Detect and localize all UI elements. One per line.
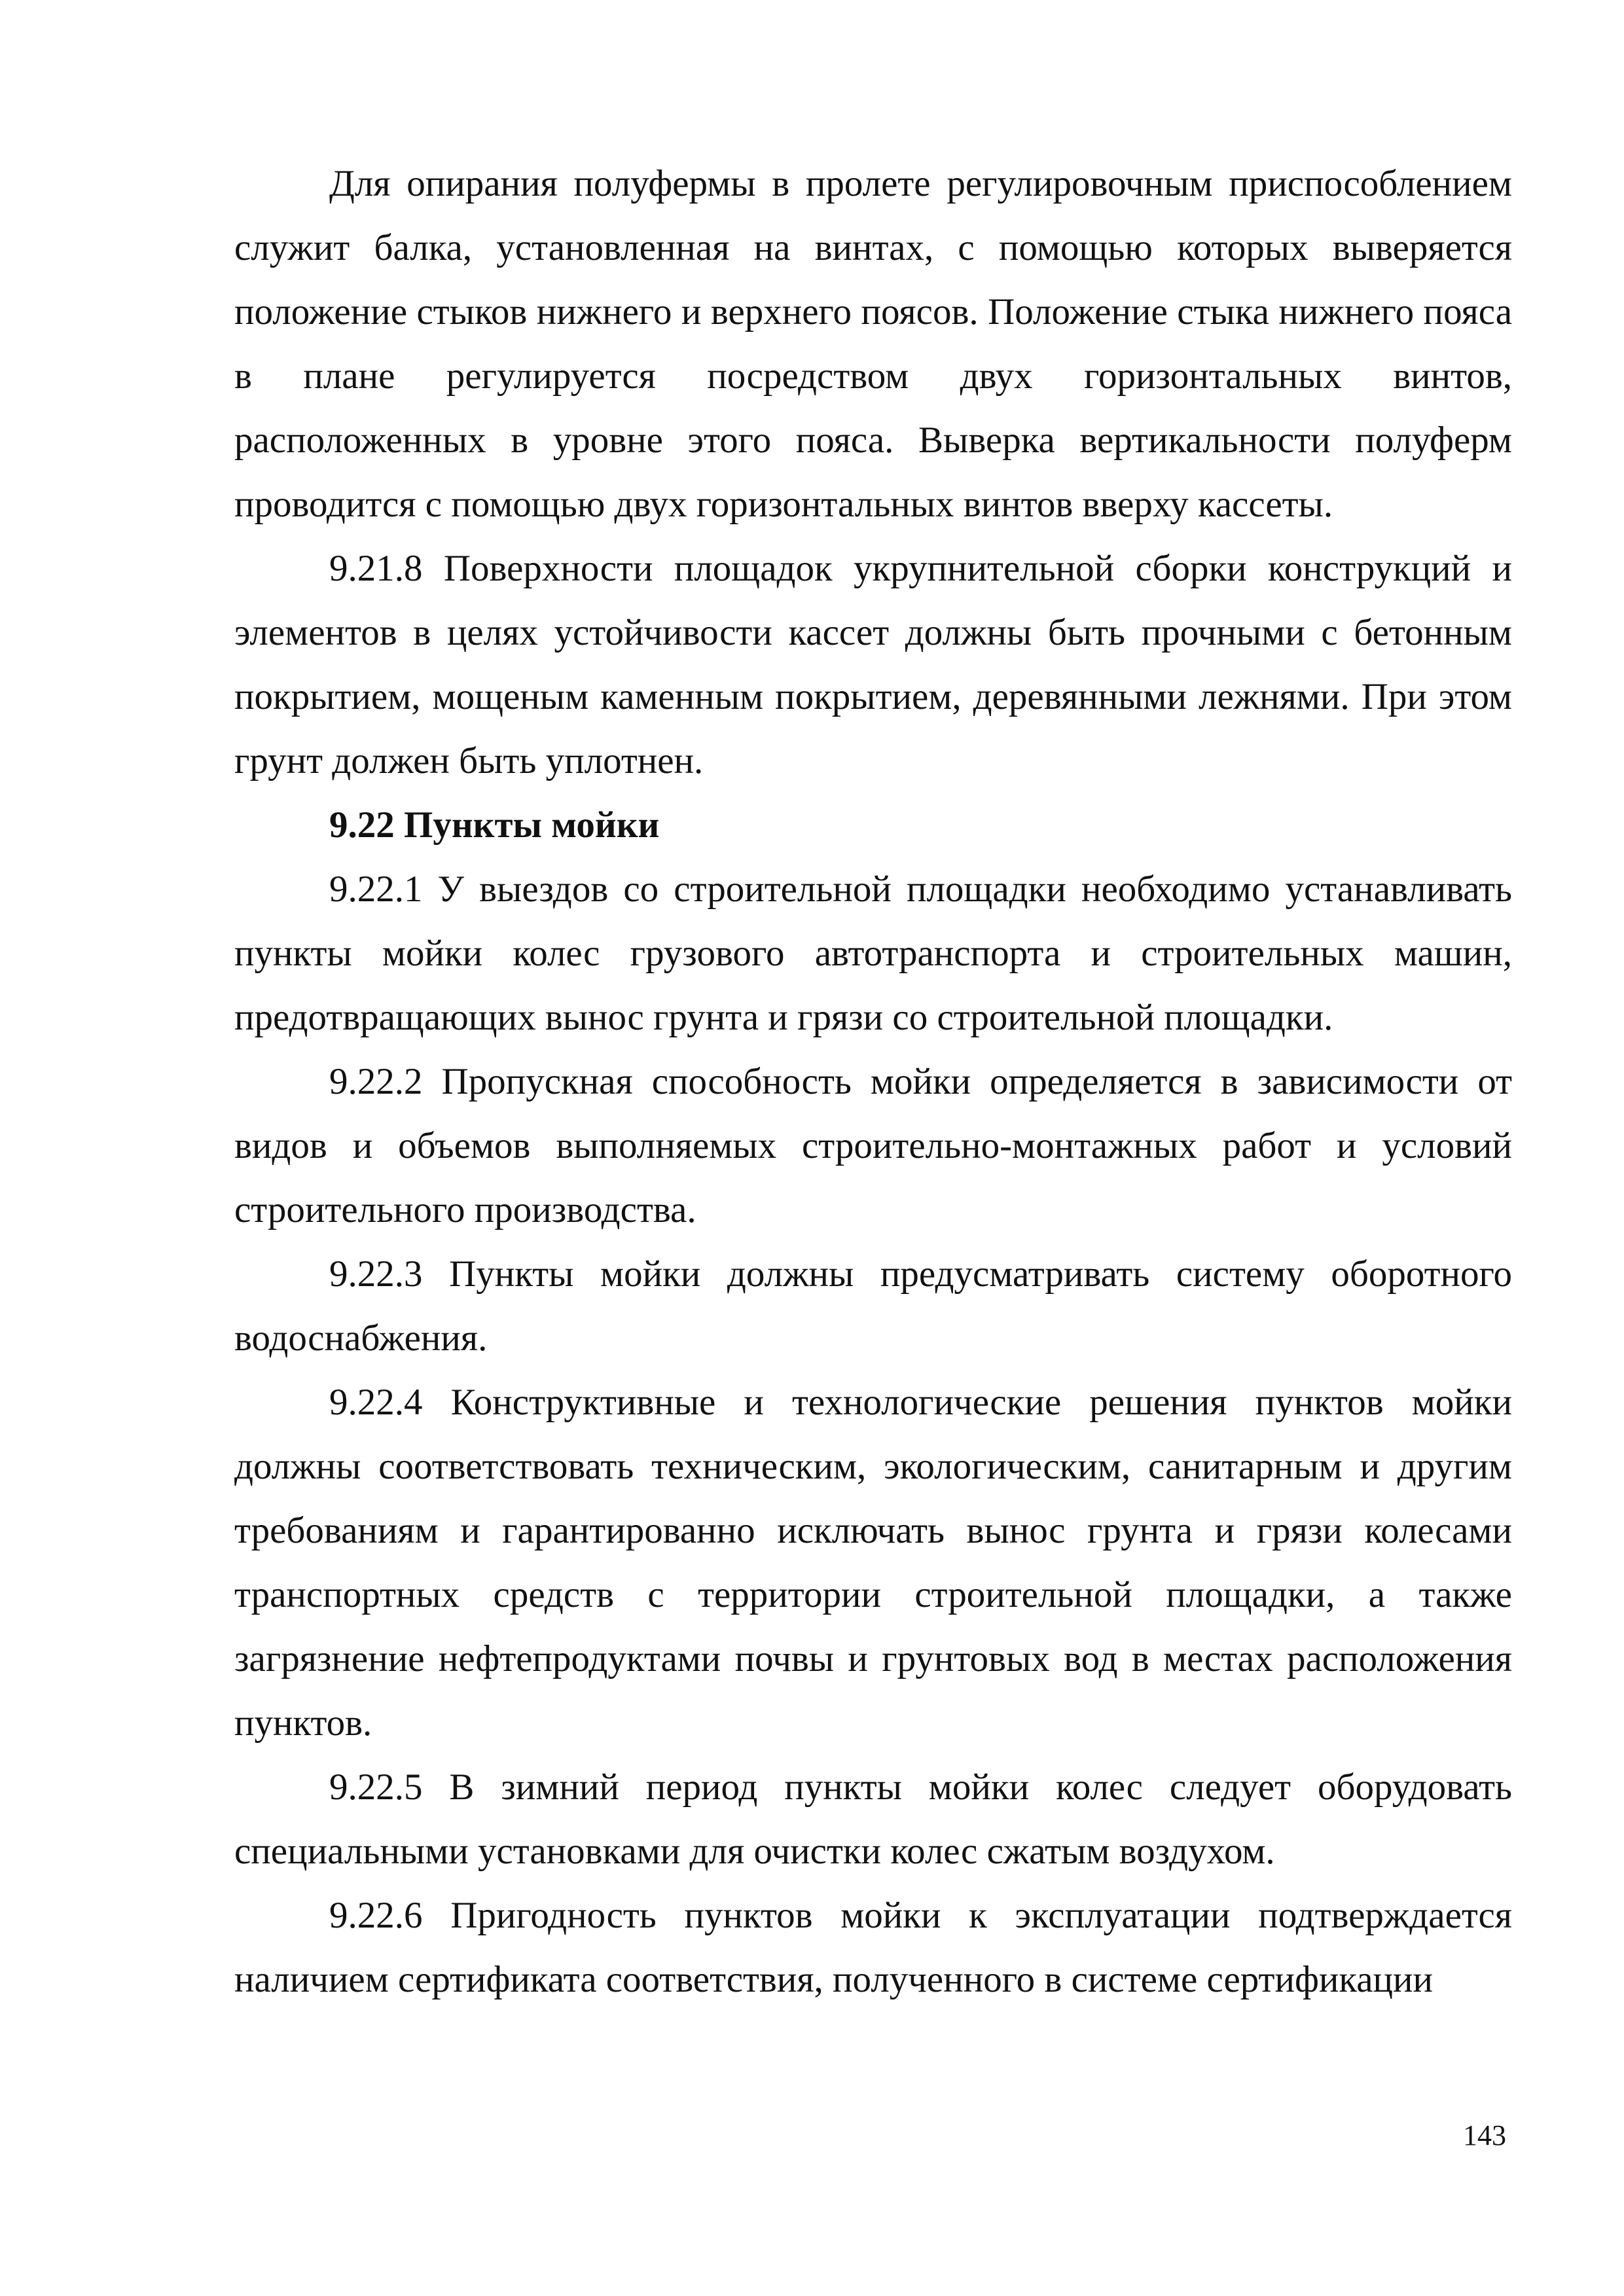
paragraph-9-22-5: 9.22.5 В зимний период пункты мойки колес следует оборудовать специальными установками для очистки колес сжатым воздухом. bbox=[234, 1767, 1512, 1872]
page-body bbox=[234, 152, 1512, 2012]
paragraph-9-21-8: 9.21.8 Поверхности площадок укрупнительной сборки конструкций и элементов в целях устойчивости кассет должны быть прочными с бетонным покрытием, мощеным каменным покрытием, деревянными лежнями. При этом грунт должен быть уплотнен. bbox=[234, 548, 1512, 781]
paragraph-9-22-1: 9.22.1 У выездов со строительной площадки необходимо устанавливать пункты мойки колес грузового автотранспорта и строительных машин, предотвращающих вынос грунта и грязи со строительной площадки. bbox=[234, 869, 1512, 1038]
section-heading-9-22: 9.22 Пункты мойки bbox=[329, 804, 660, 846]
page-number: 143 bbox=[1463, 2119, 1506, 2151]
paragraph-truss-support: Для опирания полуфермы в пролете регулировочным приспособлением служит балка, установленная на винтах, с помощью которых выверяется положение стыков нижнего и верхнего поясов. Положение стыка нижнего пояса в плане регулируется посредством двух горизонтальных винтов, расположенных в уровне этого пояса. Выверка вертикальности полуферм проводится с помощью двух горизонтальных винтов вверху кассеты. bbox=[234, 163, 1512, 525]
paragraph-9-22-3: 9.22.3 Пункты мойки должны предусматривать систему оборотного водоснабжения. bbox=[234, 1253, 1512, 1359]
paragraph-9-22-4: 9.22.4 Конструктивные и технологические решения пунктов мойки должны соответствовать техническим, экологическим, санитарным и другим требованиям и гарантированно исключать вынос грунта и грязи колесами транспортных средств с территории строительной площадки, а также загрязнение нефтепродуктами почвы и грунтовых вод в местах расположения пунктов. bbox=[234, 1382, 1512, 1744]
paragraph-9-22-6: 9.22.6 Пригодность пунктов мойки к эксплуатации подтверждается наличием сертификата соответствия, полученного в системе сертификации bbox=[234, 1895, 1512, 2000]
paragraph-9-22-2: 9.22.2 Пропускная способность мойки определяется в зависимости от видов и объемов выполняемых строительно-монтажных работ и условий строительного производства. bbox=[234, 1061, 1512, 1230]
